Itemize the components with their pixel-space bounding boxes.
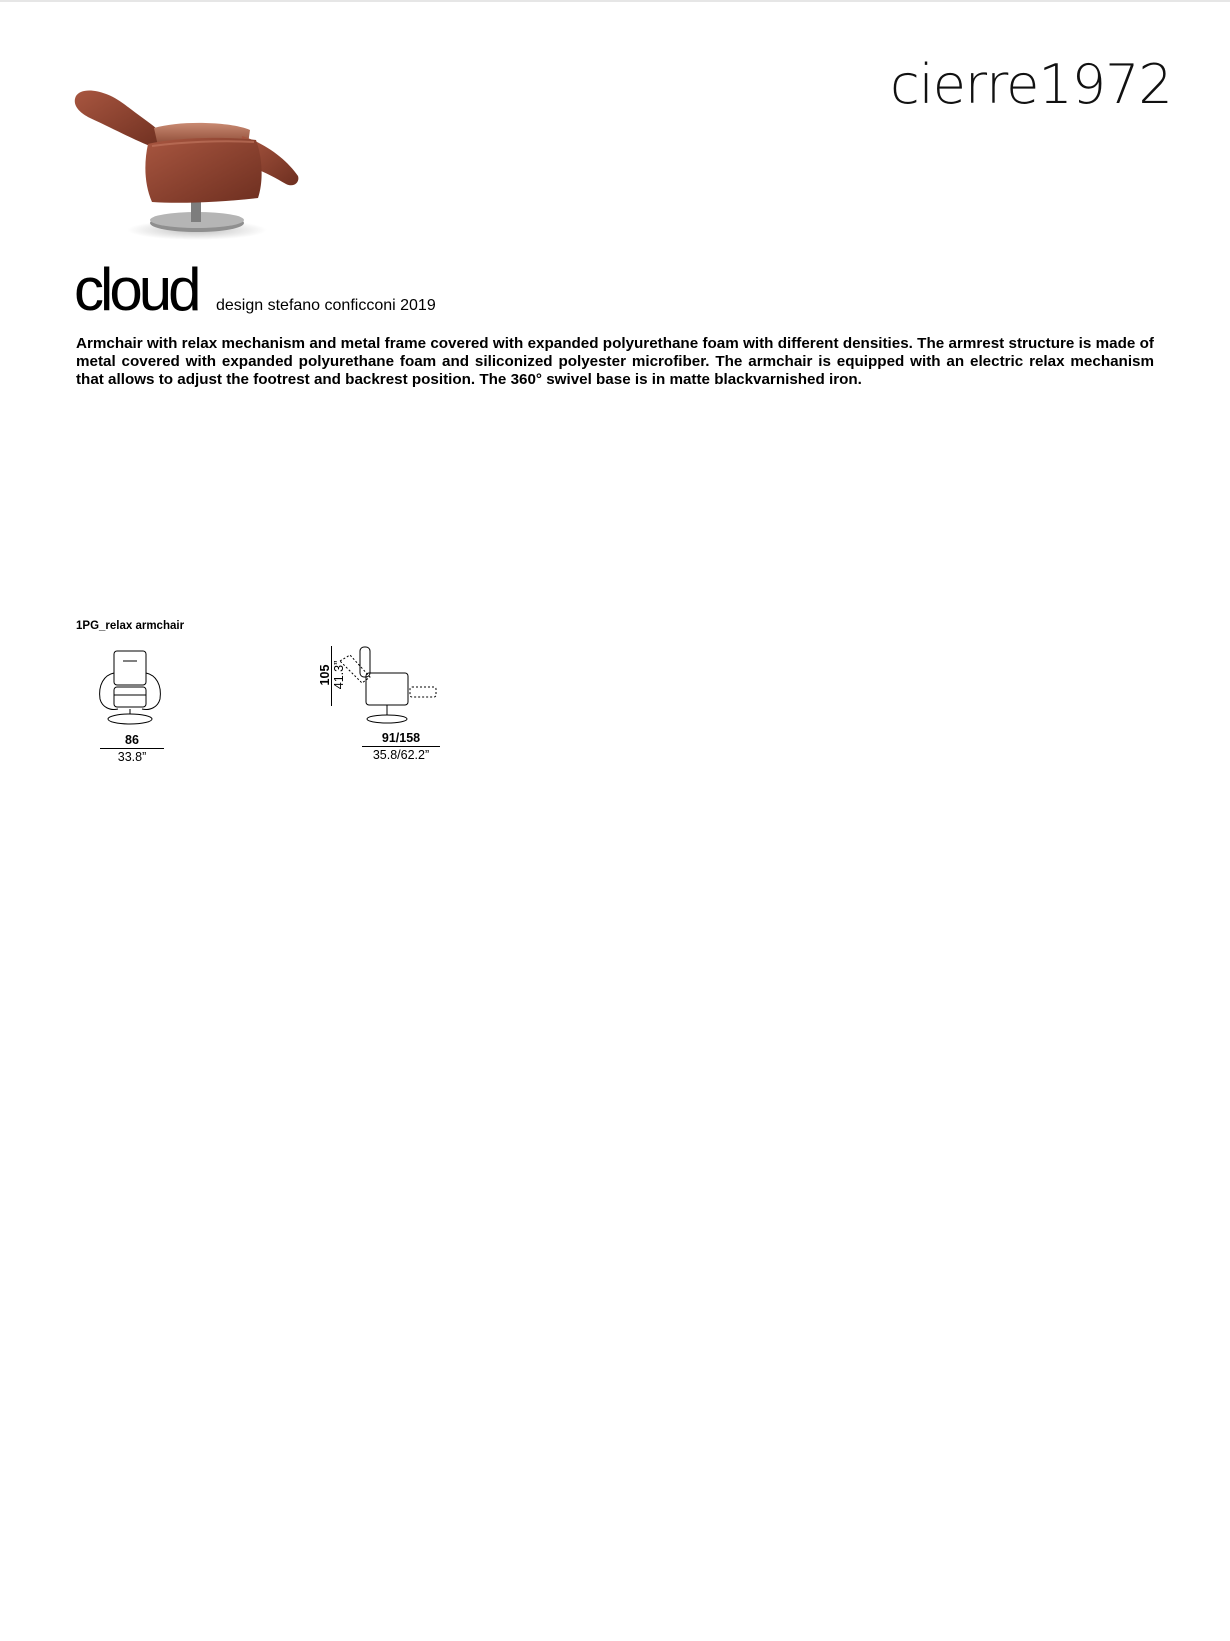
front-view-drawing xyxy=(96,645,172,725)
brand-logo-text: cierre1972 xyxy=(890,53,1172,116)
model-code: 1PG_relax armchair xyxy=(76,620,185,632)
side-depth-in: 35.8/62.2” xyxy=(372,748,430,762)
dimension-rule xyxy=(362,746,440,747)
top-rule xyxy=(0,0,1230,2)
front-dimensions xyxy=(100,733,164,764)
brand-logo xyxy=(890,50,1190,120)
designer-credit: design stefano conficconi 2019 xyxy=(216,297,436,314)
armrest xyxy=(145,138,261,203)
product-photo xyxy=(72,84,322,244)
dimension-rule xyxy=(100,748,164,749)
height-cm: 105 xyxy=(318,664,332,686)
backrest xyxy=(75,90,164,148)
side-dimensions xyxy=(362,731,440,762)
front-width-in: 33.8” xyxy=(117,750,147,764)
product-title: cloud xyxy=(74,256,198,323)
front-width-cm: 86 xyxy=(125,733,139,747)
product-description: Armchair with relax mechanism and metal frame covered with expanded polyurethane foam with different densities. The armrest structure is made of metal covered with expanded polyurethane foam and siliconized polyester microfiber. The armchair is equipped with an electric relax mechanism that allows to adjust the footrest and backrest position. The 360° swivel base is in matte blackvarnished iron. xyxy=(76,335,1154,388)
side-depth-cm: 91/158 xyxy=(381,731,421,745)
side-view-drawing xyxy=(316,643,446,729)
height-in: 41.3” xyxy=(332,660,346,690)
